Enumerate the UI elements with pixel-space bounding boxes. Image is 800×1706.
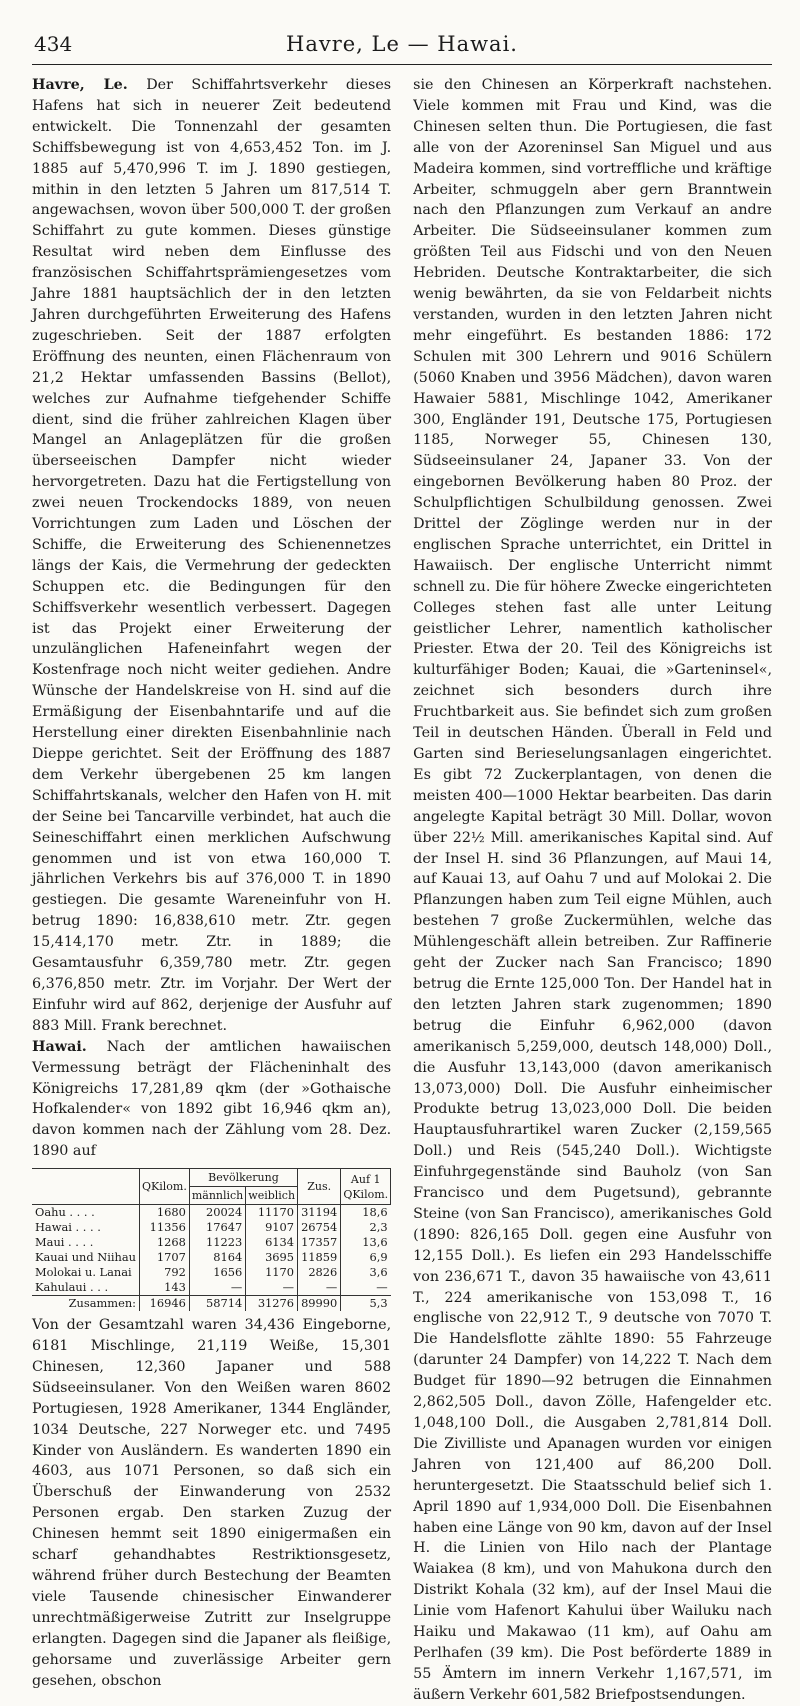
table-row [32, 1235, 391, 1250]
row-female: 3695 [246, 1250, 298, 1265]
totals-total: 89990 [298, 1296, 341, 1312]
row-density: 18,6 [341, 1205, 391, 1221]
row-female: 11170 [246, 1205, 298, 1221]
row-density: — [341, 1280, 391, 1296]
row-total: 11859 [298, 1250, 341, 1265]
row-density: 3,6 [341, 1265, 391, 1280]
row-area: 1707 [140, 1250, 190, 1265]
article-hawai-intro [32, 1037, 391, 1162]
left-column [32, 75, 391, 1706]
table-row [32, 1265, 391, 1280]
row-density: 6,9 [341, 1250, 391, 1265]
table-corner [32, 1169, 140, 1205]
col-header-density: Auf 1 QKilom. [341, 1169, 391, 1205]
headword-havre: Havre, Le. [32, 77, 128, 93]
row-name: Molokai u. Lanai [35, 1265, 132, 1280]
row-name: Kahulaui . . . [35, 1280, 109, 1295]
row-area: 143 [140, 1280, 190, 1296]
row-female: — [246, 1280, 298, 1296]
table-row [32, 1250, 391, 1265]
row-name: Hawai . . . . [35, 1220, 101, 1235]
col-header-female: weiblich [246, 1187, 298, 1205]
running-title: Havre, Le — Hawai. [286, 32, 518, 56]
hawai-text-left: Von der Gesamtzahl waren 34,436 Eingeborne, 6181 Mischlinge, 21,119 Weiße, 15,301 Chinesen, 12,360 Japaner und 588 Südseeinsulaner. Von den Weißen waren 8602 Portugiesen, 1928 Amerikaner, 1344 Engländer, 1034 Deutsche, 227 Norweger etc. und 7495 Kinder von Ausländern. Es wanderten 1890 ein 4603, aus 1071 Personen, so daß sich ein Überschuß der Einwanderung von 2532 Personen ergab. Den starken Zuzug der Chinesen hemmt seit 1890 einigermaßen ein scharf gehandhabtes Restriktionsgesetz, während früher durch Bestechung der Beamten viele Tausende chinesischer Einwanderer unrechtmäßigerweise Zutritt zur Inselgruppe erlangten. Dagegen sind die Japaner als fleißige, gehorsame und zuverlässige Arbeiter gern gesehen, obschon [32, 1317, 392, 1689]
table-row [32, 1220, 391, 1235]
totals-area: 16946 [140, 1296, 190, 1312]
totals-female: 31276 [246, 1296, 298, 1312]
row-total: 2826 [298, 1265, 341, 1280]
article-havre-text: Der Schiffahrtsverkehr dieses Hafens hat sich in neuerer Zeit bedeutend entwickelt. Die Tonnenzahl der gesamten Schiffsbewegung ist von 4,653,452 Ton. im J. 1885 auf 5,470,996 T. im J. 1890 gestiegen, mithin in den letzten 5 Jahren um 817,514 T. angewachsen, wovon über 500,000 T. der großen Schiffahrt zu gute kommen. Dieses günstige Resultat wird neben dem Einflusse des französischen Schiffahrtsprämiengesetzes vom Jahre 1881 hauptsächlich der in den letzten Jahren durchgeführten Erweiterung des Hafens zugeschrieben. Seit der 1887 erfolgten Eröffnung des neunten, einen Flächenraum von 21,2 Hektar umfassenden Bassins (Bellot), welches zur Aufnahme tiefgehender Schiffe dient, sind die früher zahlreichen Klagen über Mangel an Anlageplätzen für die großen überseeischen Dampfer nicht wieder hervorgetreten. Dazu hat die Fertigstellung von zwei neuen Trockendocks 1889, von neuen Vorrichtungen zum Laden und Löschen der Schiffe, die Erweiterung des Schienennetzes längs der Kais, die Vermehrung der gedeckten Schuppen etc. die Bedingungen für den Schiffsverkehr wesentlich verbessert. Dagegen ist das Projekt einer Erweiterung der unzulänglichen Hafeneinfahrt wegen der Kostenfrage noch nicht weiter gediehen. Andre Wünsche der Handelskreise von H. sind auf die Ermäßigung der Eisenbahntarife und auf die Herstellung einer direkten Eisenbahnlinie nach Dieppe gerichtet. Seit der Eröffnung des 1887 dem Verkehr übergebenen 25 km langen Schiffahrtskanals, welcher den Hafen von H. mit der Seine bei Tancarville verbindet, hat auch die Seineschiffahrt einen merklichen Aufschwung genommen und ist von etwa 160,000 T. jährlichen Verkehrs bis auf 376,000 T. in 1890 gestiegen. Die gesamte Wareneinfuhr von H. betrug 1890: 16,838,610 metr. Ztr. gegen 15,414,170 metr. Ztr. in 1889; die Gesamtausfuhr 6,359,780 metr. Ztr. gegen 6,376,850 metr. Ztr. im Vorjahr. Der Wert der Einfuhr wird auf 862, derjenige der Ausfuhr auf 883 Mill. Frank berechnet. [32, 77, 392, 1034]
row-female: 6134 [246, 1235, 298, 1250]
table-row [32, 1205, 391, 1221]
row-area: 792 [140, 1265, 190, 1280]
hawai-text-right: sie den Chinesen an Körperkraft nachstehen. Viele kommen mit Frau und Kind, was die Chinesen selten thun. Die Portugiesen, die fast alle von der Azoreninsel San Miguel und aus Madeira kommen, sind vortreffliche und kräftige Arbeiter, schmuggeln aber gern Branntwein nach den Pflanzungen zum Verkauf an andre Arbeiter. Die Südseeinsulaner kommen zum größten Teil aus Fidschi und von den Neuen Hebriden. Deutsche Kontraktarbeiter, die sich wenig bewährten, da sie von Feldarbeit nichts verstanden, wurden in den letzten Jahren nicht mehr eingeführt. Es bestanden 1886: 172 Schulen mit 300 Lehrern und 9016 Schülern (5060 Knaben und 3956 Mädchen), davon waren Hawaier 5881, Mischlinge 1042, Amerikaner 300, Engländer 191, Deutsche 175, Portugiesen 1185, Norweger 55, Chinesen 130, Südseeinsulaner 24, Japaner 33. Von der eingebornen Bevölkerung haben 80 Proz. der Schulpflichtigen Schulbildung genossen. Zwei Drittel der Zöglinge werden nur in der englischen Sprache unterrichtet, ein Drittel in Hawaiisch. Der englische Unterricht nimmt schnell zu. Die für höhere Zwecke eingerichteten Colleges stehen fast alle unter Leitung geistlicher Lehrer, namentlich katholischer Priester. Etwa der 20. Teil des Königreichs ist kulturfähiger Boden; Kauai, die »Garteninsel«, zeichnet sich besonders durch ihre Fruchtbarkeit aus. Sie befindet sich zum großen Teil in deutschen Händen. Überall in Feld und Garten sind Berieselungsanlagen eingerichtet. Es gibt 72 Zuckerplantagen, von denen die meisten 400—1000 Hektar bearbeiten. Das darin angelegte Kapital beträgt 30 Mill. Dollar, wovon über 22½ Mill. amerikanisches Kapital sind. Auf der Insel H. sind 36 Pflanzungen, auf Maui 14, auf Kauai 13, auf Oahu 7 und auf Molokai 2. Die Pflanzungen haben zum Teil eigne Mühlen, auch bestehen 7 große Zuckermühlen, welche das Mühlengeschäft allein betreiben. Zur Raffinerie geht der Zucker nach San Francisco; 1890 betrug die Ernte 125,000 Ton. Der Handel hat in den letzten Jahren stark zugenommen; 1890 betrug die Einfuhr 6,962,000 (davon amerikanisch 5,259,000, deutsch 148,000) Doll., die Ausfuhr 13,143,000 (davon amerikanisch 13,073,000) Doll. Die Ausfuhr einheimischer Produkte betrug 13,023,000 Doll. Die beiden Hauptausfuhrartikel waren Zucker (2,159,565 Doll.) und Reis (545,240 Doll.). Wichtigste Einfuhrgegenstände sind Bauholz (von San Francisco und dem Pugetsund), gebrannte Steine (von San Francisco), amerikanisches Gold (1890: 826,165 Doll. gegen eine Ausfuhr von 12,155 Doll.). Es liefen ein 293 Handelsschiffe von 236,671 T., davon 35 hawaiische von 43,611 T., 224 amerikanische von 153,098 T., 16 englische von 22,912 T., 9 deutsche von 7070 T. Die Handelsflotte zählte 1890: 55 Fahrzeuge (darunter 24 Dampfer) von 14,222 T. Nach dem Budget für 1890—92 betrugen die Einnahmen 2,862,505 Doll., davon Zölle, Hafengelder etc. 1,048,100 Doll., die Ausgaben 2,781,814 Doll. Die Zivilliste und Apanagen wurden vor einigen Jahren von 121,400 auf 86,200 Doll. heruntergesetzt. Die Staatsschuld belief sich 1. April 1890 auf 1,934,000 Doll. Die Eisenbahnen haben eine Länge von 90 km, davon auf der Insel H. die Linien von Hilo nach der Plantage Waiakea (8 km), und von Mahukona durch den Distrikt Kohala (32 km), auf der Insel Maui die Linie vom Hafenort Kahului über Wailuku nach Haiku und Makawao (11 km), auf Oahu am Perlhafen (39 km). Die Post beförderte 1889 in 55 Ämtern im innern Verkehr 1,167,571, im äußern Verkehr 601,582 Briefpostsendungen. [413, 77, 772, 1703]
row-male: 17647 [189, 1220, 245, 1235]
col-header-population: Bevölkerung [189, 1169, 297, 1187]
headword-hawai: Hawai. [32, 1038, 87, 1055]
page-header [32, 30, 772, 65]
hawai-intro-text: Nach der amtlichen hawaiischen Vermessung beträgt der Flächeninhalt des Königreichs 17,281,89 qkm (der »Gothaische Hofkalender« von 1892 gibt 16,946 qkm an), davon kommen nach der Zählung vom 28. Dez. 1890 auf [32, 1038, 392, 1160]
two-column-body [32, 75, 772, 1706]
row-male: 1656 [189, 1265, 245, 1280]
row-name: Oahu . . . . [35, 1205, 95, 1220]
totals-male: 58714 [189, 1296, 245, 1312]
totals-label: Zusammen: [32, 1296, 140, 1312]
right-column [413, 75, 772, 1706]
row-total: 26754 [298, 1220, 341, 1235]
row-name: Kauai und Niihau [35, 1250, 136, 1265]
row-density: 13,6 [341, 1235, 391, 1250]
row-total: — [298, 1280, 341, 1296]
row-area: 1268 [140, 1235, 190, 1250]
article-havre [32, 75, 391, 1037]
page-number: 434 [34, 32, 73, 56]
table-row [32, 1280, 391, 1296]
row-density: 2,3 [341, 1220, 391, 1235]
col-header-area: QKilom. [140, 1169, 190, 1205]
row-male: 8164 [189, 1250, 245, 1265]
population-table [32, 1168, 391, 1311]
row-total: 31194 [298, 1205, 341, 1221]
col-header-male: männlich [189, 1187, 245, 1205]
col-header-total: Zus. [298, 1169, 341, 1205]
table-totals-row [32, 1296, 391, 1312]
row-male: 20024 [189, 1205, 245, 1221]
row-name: Maui . . . . [35, 1235, 94, 1250]
row-area: 11356 [140, 1220, 190, 1235]
row-male: 11223 [189, 1235, 245, 1250]
row-female: 1170 [246, 1265, 298, 1280]
row-male: — [189, 1280, 245, 1296]
totals-density: 5,3 [341, 1296, 391, 1312]
row-area: 1680 [140, 1205, 190, 1221]
row-total: 17357 [298, 1235, 341, 1250]
row-female: 9107 [246, 1220, 298, 1235]
